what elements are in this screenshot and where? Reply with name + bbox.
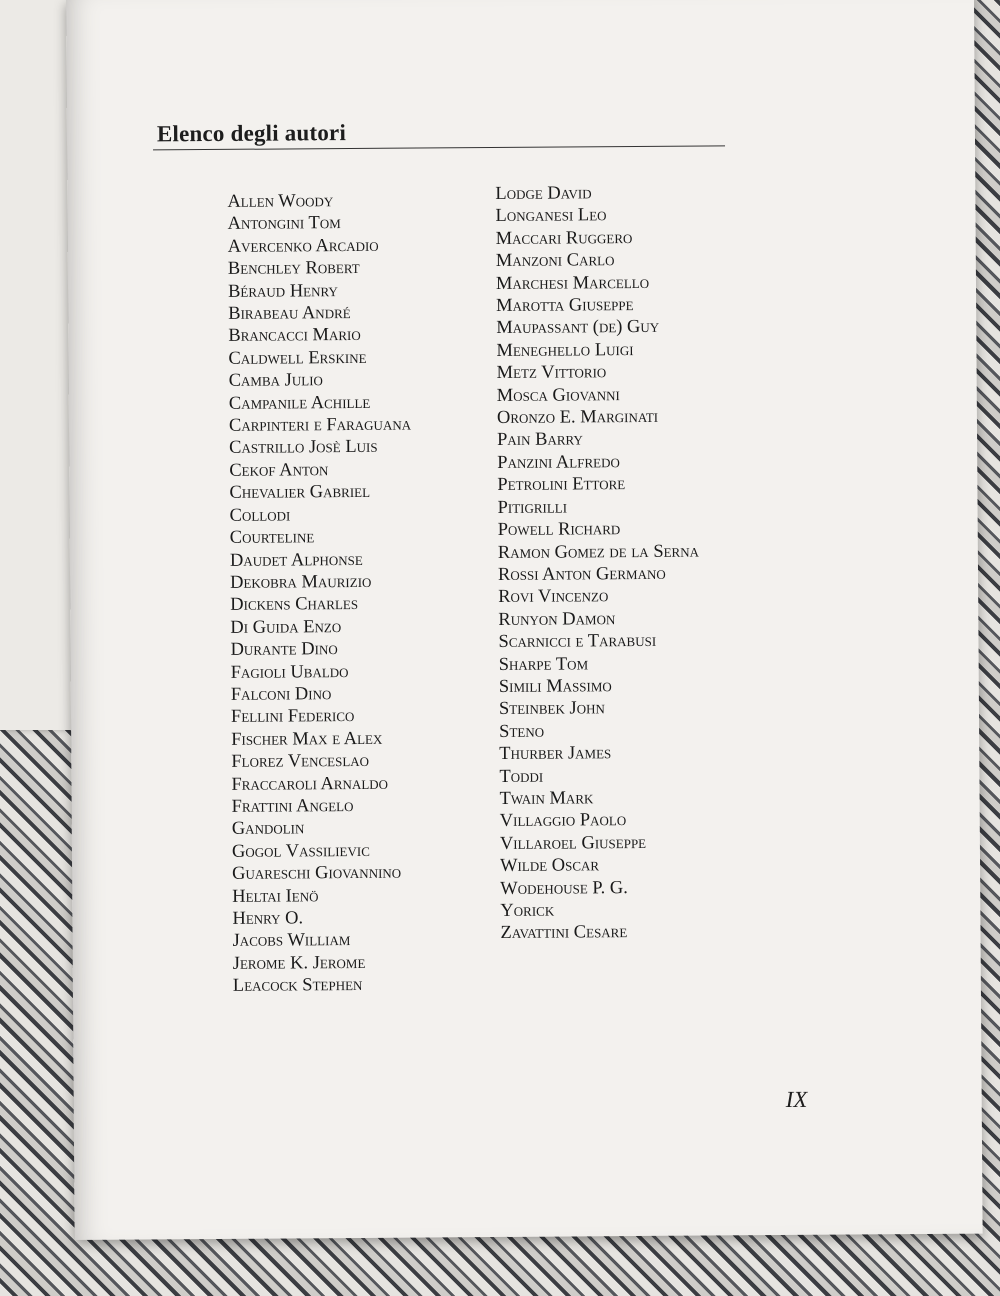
author-entry: Antongini Tom [227,213,341,235]
author-entry: Heltai Ienö [232,885,319,907]
author-entry: Metz Vittorio [496,362,607,384]
author-entry: Guareschi Giovannino [232,862,402,885]
author-entry: Courteline [229,527,315,548]
author-entry: Toddi [499,766,544,787]
author-entry: Rovi Vincenzo [498,586,609,608]
author-entry: Zavattini Cesare [500,922,628,944]
author-entry: Maccari Ruggero [495,227,633,249]
author-entry: Maupassant (de) Guy [496,317,660,339]
author-entry: Fraccaroli Arnaldo [231,773,389,795]
author-entry: Mosca Giovanni [496,384,620,406]
author-entry: Avercenko Arcadio [227,235,379,257]
author-entry: Di Guida Enzo [230,616,342,638]
author-entry: Campanile Achille [228,392,371,414]
author-entry: Benchley Robert [227,258,360,280]
author-entry: Falconi Dino [230,684,332,705]
author-entry: Allen Woody [227,191,334,212]
author-entry: Steno [499,721,545,742]
author-entry: Marotta Giuseppe [496,295,634,317]
author-entry: Béraud Henry [227,280,338,302]
author-entry: Powell Richard [497,519,621,541]
page-heading: Elenco degli autori [156,120,347,147]
author-entry: Dekobra Maurizio [230,571,372,593]
author-entry: Castrillo Josè Luis [229,437,378,459]
author-list-right [495,182,701,945]
author-entry: Twain Mark [499,788,594,809]
author-entry: Gandolin [231,818,305,840]
author-entry: Oronzo E. Marginati [496,406,659,429]
author-entry: Pain Barry [497,429,583,451]
author-entry: Collodi [229,505,291,526]
author-entry: Villaggio Paolo [499,810,627,832]
page-number: IX [785,1086,808,1113]
author-entry: Villaroel Giuseppe [499,832,647,854]
author-entry: Yorick [500,900,555,921]
author-entry: Jerome K. Jerome [232,952,366,974]
author-entry: Fagioli Ubaldo [230,661,349,683]
author-entry: Wilde Oscar [499,855,600,877]
author-entry: Simili Massimo [498,676,612,697]
author-entry: Frattini Angelo [231,795,354,817]
author-entry: Runyon Damon [498,608,616,630]
author-entry: Camba Julio [228,370,323,392]
author-entry: Petrolini Ettore [497,474,626,496]
author-entry: Durante Dino [230,639,338,660]
author-entry: Panzini Alfredo [497,452,620,473]
author-entry: Wodehouse P. G. [500,877,628,899]
author-entry: Marchesi Marcello [495,272,650,294]
author-entry: Jacobs William [232,930,351,952]
author-entry: Gogol Vassilievic [231,840,370,862]
author-entry: Thurber James [499,743,612,765]
author-entry: Daudet Alphonse [229,549,363,571]
author-entry: Chevalier Gabriel [229,482,371,504]
author-entry: Cekof Anton [229,460,329,481]
author-entry: Brancacci Mario [228,325,361,347]
author-entry: Manzoni Carlo [495,250,615,272]
author-entry: Fischer Max e Alex [231,728,383,750]
author-entry: Caldwell Erskine [228,347,367,369]
author-entry: Pitigrilli [497,497,568,518]
book-page [66,0,983,1240]
author-entry: Ramon Gomez de la Serna [497,541,700,563]
author-entry: Florez Venceslao [231,751,370,773]
author-entry: Meneghello Luigi [496,339,634,361]
author-list-left [227,190,415,998]
author-entry: Longanesi Leo [495,205,607,227]
author-entry: Fellini Federico [230,706,355,728]
author-entry: Henry O. [232,908,304,929]
author-entry: Birabeau André [228,303,351,324]
author-entry: Scarnicci e Tarabusi [498,631,657,653]
author-entry: Leacock Stephen [232,975,363,997]
author-entry: Carpinteri e Faraguana [228,414,412,436]
author-entry: Dickens Charles [230,594,359,616]
author-entry: Sharpe Tom [498,653,589,675]
author-entry: Rossi Anton Germano [497,563,666,585]
author-entry: Steinbek John [498,698,605,720]
author-entry: Lodge David [495,183,592,205]
